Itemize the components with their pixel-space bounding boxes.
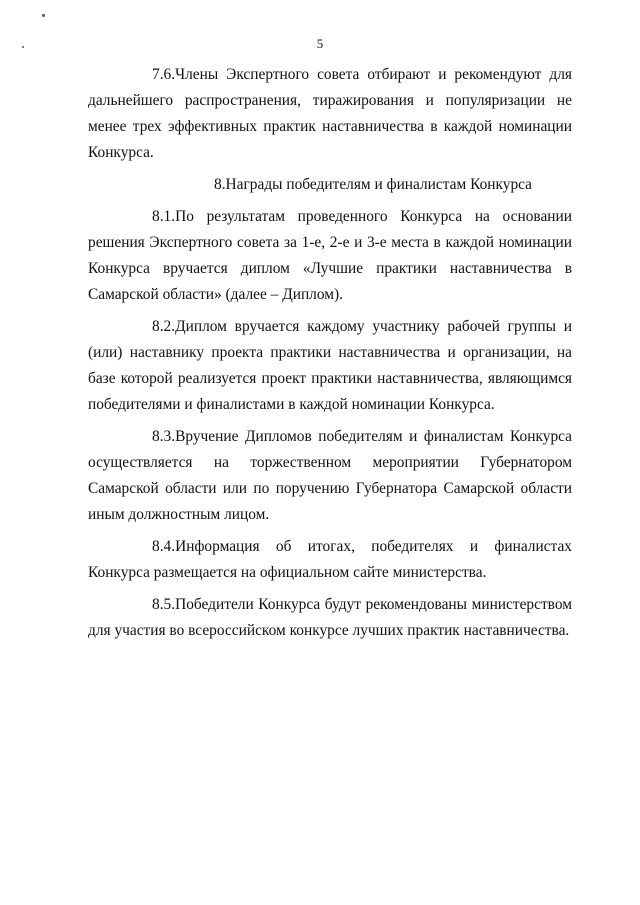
page-number: 5 [316,36,324,51]
clause-text: Члены Экспертного совета отбирают и рекомендуют для дальнейшего распространения, тиражирования и популяризации не менее трех эффективных практик наставничества в каждой номинации Конкурса. [88,66,572,161]
document-body [88,62,572,650]
clause-number: 8.5. [152,596,176,613]
clause-text: Победители Конкурса будут рекомендованы министерством для участия во всероссийском конкурсе лучших практик наставничества. [88,596,572,639]
clause-8-3 [88,424,572,528]
clause-text: Диплом вручается каждому участнику рабочей группы и (или) наставнику проекта практики наставничества и организации, на базе которой реализуется проект практики наставничества, являющимся победителями и финалистами в каждой номинации Конкурса. [88,318,572,413]
clause-8-5 [88,592,572,644]
clause-number: 8.2. [152,318,176,335]
clause-8-1 [88,204,572,308]
clause-8-4 [88,534,572,586]
clause-8-2 [88,314,572,418]
clause-7-6 [88,62,572,166]
section-number: 8. [214,176,226,193]
clause-text: Информация об итогах, победителях и финалистах Конкурса размещается на официальном сайте министерства. [88,538,572,581]
clause-number: 8.4. [152,538,176,555]
clause-number: 7.6. [152,66,176,83]
clause-text: Вручение Дипломов победителям и финалистам Конкурса осуществляется на торжественном мероприятии Губернатором Самарской области или по поручению Губернатора Самарской области иным должностным лицом. [88,428,572,523]
clause-text: По результатам проведенного Конкурса на основании решения Экспертного совета за 1-е, 2-е и 3-е места в каждой номинации Конкурса вручается диплом «Лучшие практики наставничества в Самарской области» (далее – Диплом). [88,208,572,303]
section-8-heading [88,172,572,198]
scan-speck [42,14,45,17]
section-title: Награды победителям и финалистам Конкурса [225,176,533,193]
clause-number: 8.3. [152,428,176,445]
clause-number: 8.1. [152,208,176,225]
